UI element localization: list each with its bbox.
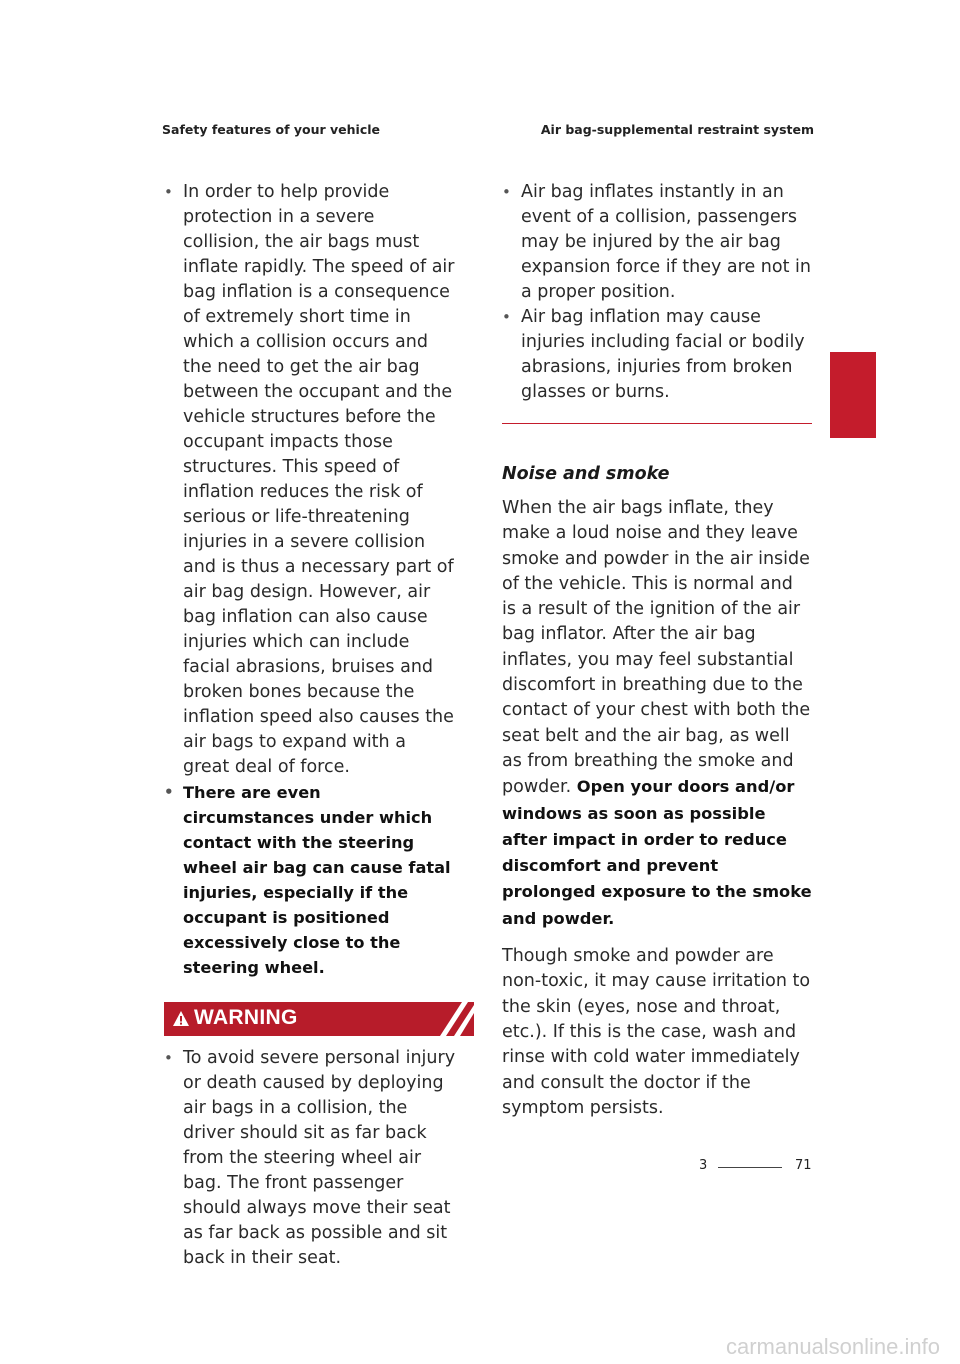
list-item: • To avoid severe personal injury or death caused by deploying air bags in a collision, the driver should sit as far back from the steering wheel air bag. The front passenger should always move their seat as far back as possible and sit back in their seat. bbox=[164, 1046, 456, 1271]
footer-page-number: 71 bbox=[795, 1158, 812, 1173]
paragraph-bold-text: Open your doors and/or windows as soon as possible after impact in order to reduce discomfort and prevent prolonged exposure to the smoke and powder. bbox=[502, 777, 812, 928]
running-header-section: Safety features of your vehicle bbox=[162, 122, 380, 137]
warning-slash-decoration bbox=[424, 1002, 474, 1036]
footer-rule bbox=[718, 1167, 782, 1168]
chapter-tab bbox=[830, 352, 876, 438]
section-divider bbox=[502, 423, 812, 424]
bullet-list bbox=[164, 180, 456, 980]
list-item-bold: • There are even circumstances under which contact with the steering wheel air bag can cause fatal injuries, especially if the occupant is positioned excessively close to the steering wheel. bbox=[164, 780, 456, 980]
warning-label: WARNING bbox=[194, 1006, 298, 1029]
bullet-list bbox=[502, 180, 812, 405]
section-title: Noise and smoke bbox=[502, 464, 670, 484]
list-item: • Air bag inflates instantly in an event of a collision, passengers may be injured by the air bag expansion force if they are not in a proper position. bbox=[502, 180, 812, 305]
list-item: • Air bag inflation may cause injuries including facial or bodily abrasions, injuries from broken glasses or burns. bbox=[502, 305, 812, 405]
right-column bbox=[502, 180, 812, 1121]
paragraph-text: When the air bags inflate, they make a loud noise and they leave smoke and powder in the air inside of the vehicle. This is normal and is a result of the ignition of the air bag inflator. After the air bag inflates, you may feel substantial discomfort in breathing due to the contact of your chest with both the seat belt and the air bag, as well as from breathing the smoke and powder. bbox=[502, 498, 811, 798]
paragraph: Though smoke and powder are non-toxic, it may cause irritation to the skin (eyes, nose and throat, etc.). If this is the case, wash and rinse with cold water immediately and consult the doctor if the symptom persists. bbox=[502, 946, 811, 1118]
left-column bbox=[164, 180, 456, 1271]
warning-triangle-icon bbox=[172, 1010, 190, 1028]
watermark: carmanualsonline.info bbox=[725, 1334, 940, 1359]
paragraph bbox=[502, 496, 812, 932]
list-item: • In order to help provide protection in a severe collision, the air bags must inflate rapidly. The speed of air bag inflation is a consequence of extremely short time in which a collision occurs and the need to get the air bag between the occupant and the vehicle structures before the occupant impacts those structures. This speed of inflation reduces the risk of serious or life-threatening injuries in a severe collision and is thus a necessary part of air bag design. However, air bag inflation can also cause injuries which can include facial abrasions, bruises and broken bones because the inflation speed also causes the air bags to expand with a great deal of force. bbox=[164, 180, 456, 780]
warning-bullet-list bbox=[164, 1046, 456, 1271]
running-header-topic: Air bag-supplemental restraint system bbox=[540, 122, 814, 137]
chapter-tab-number: 3 bbox=[838, 417, 850, 437]
warning-banner bbox=[164, 1002, 474, 1036]
footer-chapter: 3 bbox=[699, 1158, 708, 1173]
